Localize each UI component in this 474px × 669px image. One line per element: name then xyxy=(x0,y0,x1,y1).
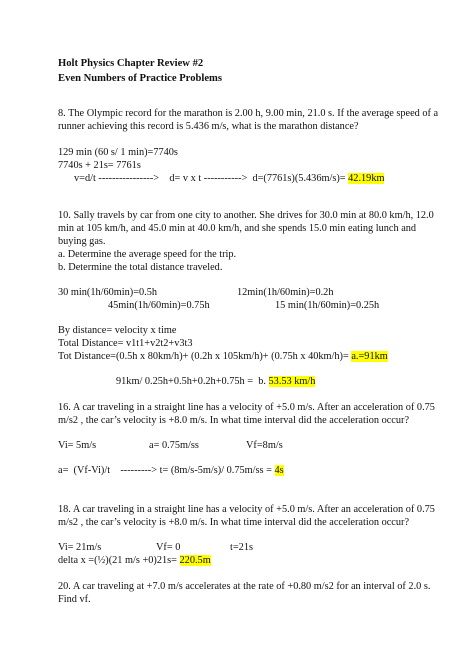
problem-10-speed-line xyxy=(116,376,315,389)
problem-16-given-vf: Vf=8m/s xyxy=(246,440,283,451)
problem-18-given-vf: Vf= 0 xyxy=(156,542,181,553)
problem-16-given-vi: Vi= 5m/s xyxy=(58,440,97,451)
problem-10-conversion: 30 min(1h/60min)=0.5h xyxy=(58,287,158,298)
problem-10-conversion: 12min(1h/60min)=0.2h xyxy=(237,287,334,298)
document-title: Holt Physics Chapter Review #2 xyxy=(58,58,204,69)
problem-16-given-a: a= 0.75m/ss xyxy=(149,440,199,451)
problem-18-given-t: t=21s xyxy=(230,542,253,553)
problem-10-speed-calc: 91km/ 0.25h+0.5h+0.2h+0.75h = b. xyxy=(116,376,269,387)
problem-18-text-line: 18. A car traveling in a straight line has a velocity of +5.0 m/s. After an acceleration of 0.75 xyxy=(58,504,435,515)
problem-16-text-line: 16. A car traveling in a straight line has a velocity of +5.0 m/s. After an acceleration of 0.75 xyxy=(58,402,435,413)
problem-18-derivation: delta x =(½)(21 m/s +0)21s= xyxy=(58,555,180,566)
problem-18-given-vi: Vi= 21m/s xyxy=(58,542,102,553)
problem-10-work-line: Total Distance= v1t1+v2t2+v3t3 xyxy=(58,338,193,349)
problem-16-answer: 4s xyxy=(274,465,284,476)
problem-8-text-line: 8. The Olympic record for the marathon is 2.00 h, 9.00 min, 21.0 s. If the average speed of a xyxy=(58,108,439,119)
problem-10-text-line: a. Determine the average speed for the trip. xyxy=(58,249,237,260)
problem-10-answer-a: a.=91km xyxy=(351,351,388,362)
problem-8-derivation: v=d/t ----------------> d= v x t -----------> d=(7761s)(5.436m/s)= xyxy=(74,173,349,184)
problem-10-work-line: By distance= velocity x time xyxy=(58,325,177,336)
problem-10-text-line: 10. Sally travels by car from one city to another. She drives for 30.0 min at 80.0 km/h, 12.0 xyxy=(58,210,434,221)
problem-10-distance-calc: Tot Distance=(0.5h x 80km/h)+ (0.2h x 105km/h)+ (0.75h x 40km/h)= xyxy=(58,351,352,362)
problem-10-conversion: 45min(1h/60min)=0.75h xyxy=(108,300,210,311)
problem-18-answer: 220.5m xyxy=(179,555,211,566)
problem-20-text-line: 20. A car traveling at +7.0 m/s accelerates at the rate of +0.80 m/s2 for an interval of 2.0 s. xyxy=(58,581,431,592)
problem-8-text-line: runner achieving this record is 5.436 m/s, what is the marathon distance? xyxy=(58,121,359,132)
problem-16-work-line xyxy=(58,465,284,478)
problem-16-text-line: m/s2 , the car’s velocity is +8.0 m/s. In what time interval did the acceleration occur? xyxy=(58,415,410,426)
problem-16-derivation: a= (Vf-Vi)/t ---------> t= (8m/s-5m/s)/ 0.75m/ss = xyxy=(58,465,275,476)
problem-10-answer-b: 53.53 km/h xyxy=(268,376,316,387)
problem-8-answer: 42.19km xyxy=(348,173,385,184)
problem-10-conversion: 15 min(1h/60min)=0.25h xyxy=(275,300,380,311)
problem-18-text-line: m/s2 , the car’s velocity is +8.0 m/s. In what time interval did the acceleration occur? xyxy=(58,517,410,528)
problem-8-work-line: 129 min (60 s/ 1 min)=7740s xyxy=(58,147,178,158)
problem-8-work-line xyxy=(74,173,384,186)
document-subtitle: Even Numbers of Practice Problems xyxy=(58,73,222,84)
problem-10-text-line: buying gas. xyxy=(58,236,106,247)
problem-10-text-line: min at 105 km/h, and 45.0 min at 40.0 km/h, and she spends 15.0 min eating lunch and xyxy=(58,223,417,234)
problem-10-work-line xyxy=(58,351,388,364)
problem-18-work-line xyxy=(58,555,211,568)
problem-8-work-line: 7740s + 21s= 7761s xyxy=(58,160,141,171)
problem-20-text-line: Find vf. xyxy=(58,594,91,605)
problem-10-text-line: b. Determine the total distance traveled. xyxy=(58,262,223,273)
